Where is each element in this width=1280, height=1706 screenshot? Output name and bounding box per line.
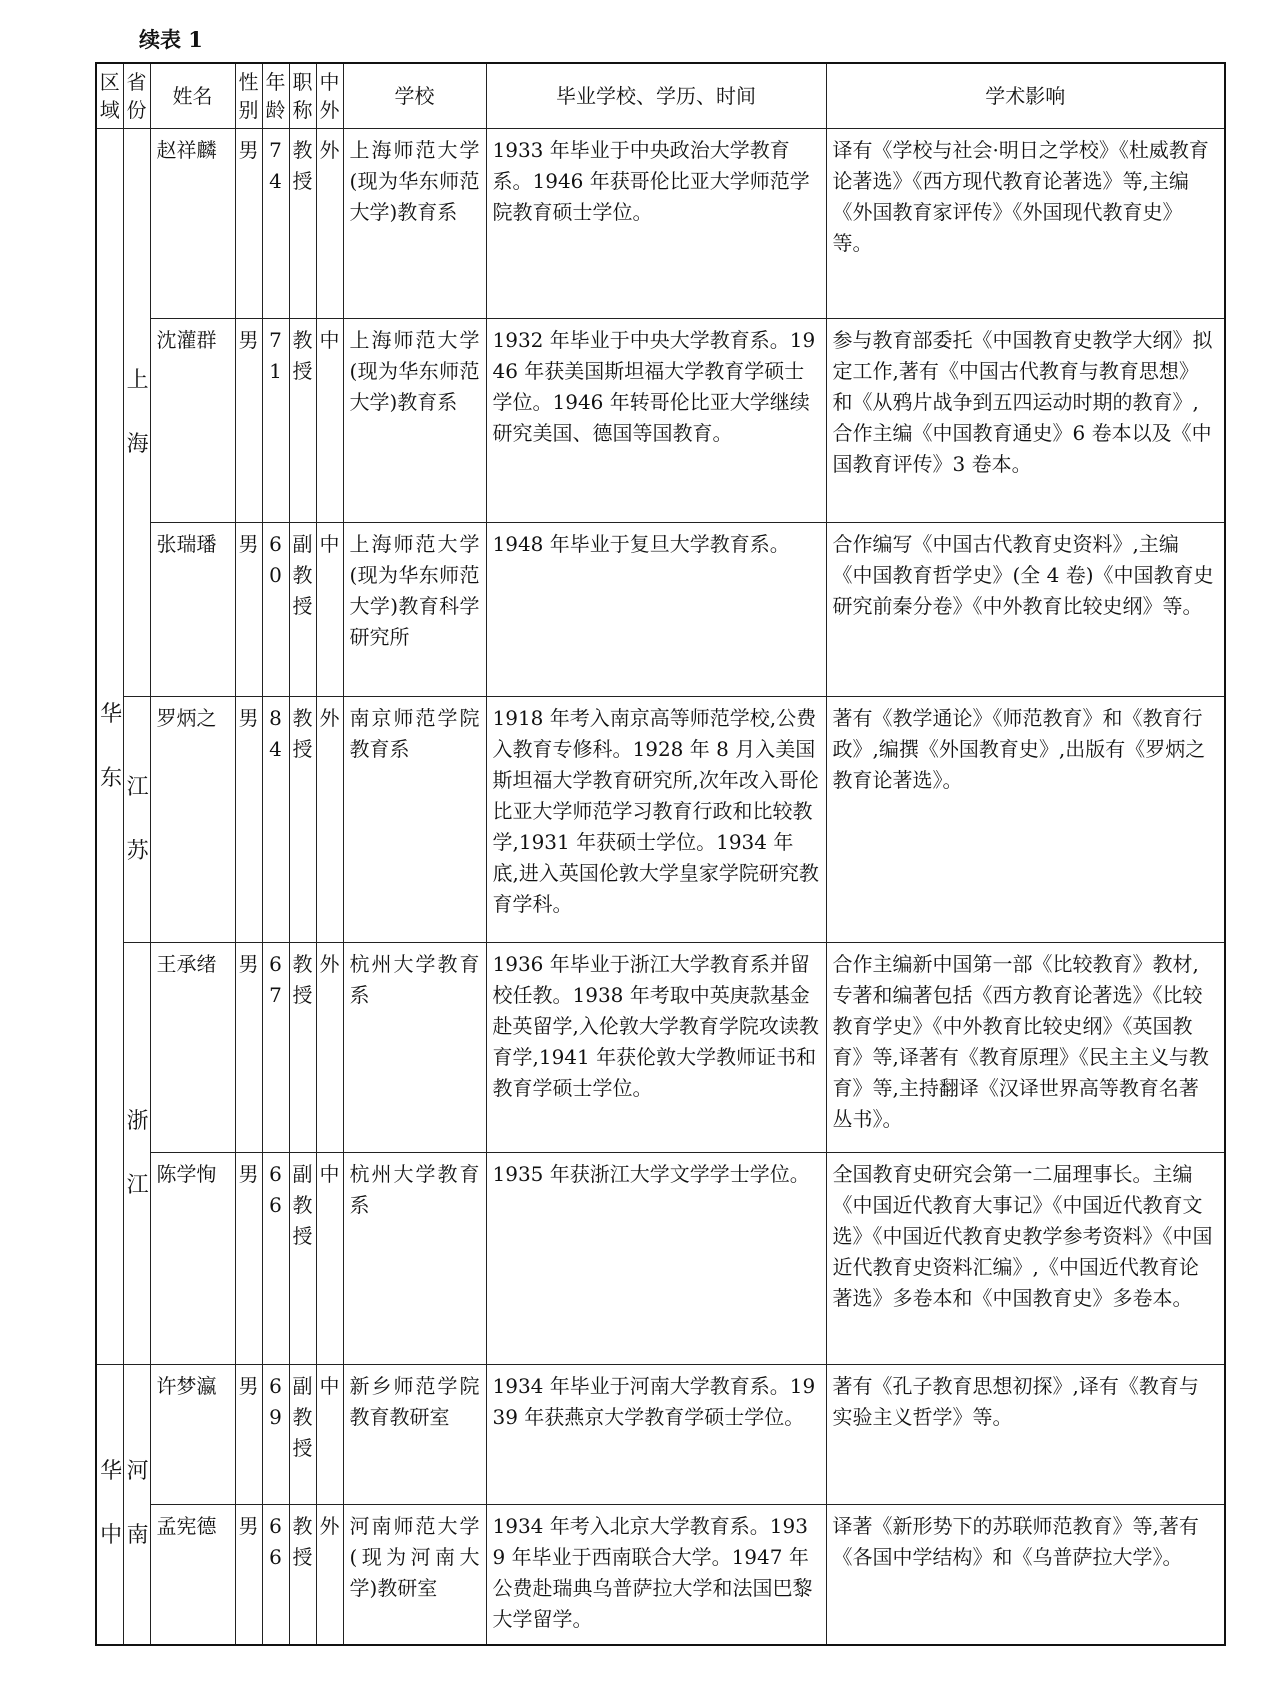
grad-cell: 1936 年毕业于浙江大学教育系并留校任教。1938 年考取中英庚款基金赴英留学,入伦敦大学教育学院攻读教育学,1941 年获伦敦大学教师证书和教育学硕士学位。 [486, 943, 826, 1153]
gender-cell: 男 [235, 1505, 262, 1645]
grad-cell: 1948 年毕业于复旦大学教育系。 [486, 523, 826, 697]
cn-foreign-cell: 外 [316, 1505, 343, 1645]
influence-cell: 合作主编新中国第一部《比较教育》教材,专著和编著包括《西方教育论著选》《比较教育学史》《中外教育比较史纲》《英国教育》等,译著有《教育原理》《民主主义与教育》等,主持翻译《汉译世界高等教育名著丛书》。 [826, 943, 1225, 1153]
header-row [96, 63, 1225, 129]
name-cell: 沈灌群 [150, 319, 235, 523]
age-cell: 60 [262, 523, 289, 697]
gender-cell: 男 [235, 697, 262, 943]
grad-cell: 1932 年毕业于中央大学教育系。1946 年获美国斯坦福大学教育学硕士学位。1946 年转哥伦比亚大学继续研究美国、德国等国教育。 [486, 319, 826, 523]
title-cell: 教授 [289, 319, 316, 523]
faculty-table [95, 62, 1226, 1646]
header-title: 职称 [289, 63, 316, 129]
gender-cell: 男 [235, 523, 262, 697]
cn-foreign-cell: 中 [316, 319, 343, 523]
header-cn-foreign: 中外 [316, 63, 343, 129]
grad-cell: 1933 年毕业于中央政治大学教育系。1946 年获哥伦比亚大学师范学院教育硕士学位。 [486, 129, 826, 319]
name-cell: 王承绪 [150, 943, 235, 1153]
province-cell-jiangsu: 江苏 [123, 697, 150, 943]
table-row [96, 129, 1225, 319]
province-cell-henan: 河南 [123, 1365, 150, 1645]
title-cell: 教授 [289, 129, 316, 319]
grad-cell: 1934 年毕业于河南大学教育系。1939 年获燕京大学教育学硕士学位。 [486, 1365, 826, 1505]
name-cell: 张瑞璠 [150, 523, 235, 697]
table-row [96, 1505, 1225, 1645]
header-name: 姓名 [150, 63, 235, 129]
cn-foreign-cell: 外 [316, 943, 343, 1153]
region-cell-huazhong: 华中 [96, 1365, 123, 1645]
name-cell: 罗炳之 [150, 697, 235, 943]
header-influence: 学术影响 [826, 63, 1225, 129]
school-cell: 上海师范大学(现为华东师范大学)教育科学研究所 [343, 523, 486, 697]
school-cell: 上海师范大学(现为华东师范大学)教育系 [343, 129, 486, 319]
header-province: 省份 [123, 63, 150, 129]
gender-cell: 男 [235, 943, 262, 1153]
school-cell: 新乡师范学院教育教研室 [343, 1365, 486, 1505]
age-cell: 69 [262, 1365, 289, 1505]
title-cell: 副教授 [289, 523, 316, 697]
header-gender: 性别 [235, 63, 262, 129]
name-cell: 许梦瀛 [150, 1365, 235, 1505]
name-cell: 陈学恂 [150, 1153, 235, 1365]
gender-cell: 男 [235, 1365, 262, 1505]
cn-foreign-cell: 中 [316, 523, 343, 697]
school-cell: 杭州大学教育系 [343, 1153, 486, 1365]
age-cell: 74 [262, 129, 289, 319]
title-cell: 教授 [289, 1505, 316, 1645]
title-cell: 教授 [289, 697, 316, 943]
gender-cell: 男 [235, 129, 262, 319]
influence-cell: 译著《新形势下的苏联师范教育》等,著有《各国中学结构》和《乌普萨拉大学》。 [826, 1505, 1225, 1645]
influence-cell: 全国教育史研究会第一二届理事长。主编《中国近代教育大事记》《中国近代教育文选》《中国近代教育史教学参考资料》《中国近代教育史资料汇编》,《中国近代教育论著选》多卷本和《中国教育史》多卷本。 [826, 1153, 1225, 1365]
title-cell: 副教授 [289, 1365, 316, 1505]
influence-cell: 著有《孔子教育思想初探》,译有《教育与实验主义哲学》等。 [826, 1365, 1225, 1505]
age-cell: 71 [262, 319, 289, 523]
region-cell-huadong: 华东 [96, 129, 123, 1365]
influence-cell: 译有《学校与社会·明日之学校》《杜威教育论著选》《西方现代教育论著选》等,主编《外国教育家评传》《外国现代教育史》等。 [826, 129, 1225, 319]
age-cell: 67 [262, 943, 289, 1153]
influence-cell: 著有《教学通论》《师范教育》和《教育行政》,编撰《外国教育史》,出版有《罗炳之教育论著选》。 [826, 697, 1225, 943]
school-cell: 上海师范大学(现为华东师范大学)教育系 [343, 319, 486, 523]
table-row [96, 697, 1225, 943]
school-cell: 杭州大学教育系 [343, 943, 486, 1153]
school-cell: 南京师范学院教育系 [343, 697, 486, 943]
name-cell: 赵祥麟 [150, 129, 235, 319]
grad-cell: 1934 年考入北京大学教育系。1939 年毕业于西南联合大学。1947 年公费赴瑞典乌普萨拉大学和法国巴黎大学留学。 [486, 1505, 826, 1645]
table-caption: 续表 1 [139, 27, 203, 52]
grad-cell: 1935 年获浙江大学文学学士学位。 [486, 1153, 826, 1365]
header-school: 学校 [343, 63, 486, 129]
table-row [96, 943, 1225, 1153]
cn-foreign-cell: 外 [316, 697, 343, 943]
school-cell: 河南师范大学(现为河南大学)教研室 [343, 1505, 486, 1645]
title-cell: 副教授 [289, 1153, 316, 1365]
age-cell: 66 [262, 1153, 289, 1365]
grad-cell: 1918 年考入南京高等师范学校,公费入教育专修科。1928 年 8 月入美国斯坦福大学教育研究所,次年改入哥伦比亚大学师范学习教育行政和比较教学,1931 年获硕士学位。1934 年底,进入英国伦敦大学皇家学院研究教育学科。 [486, 697, 826, 943]
table-row [96, 523, 1225, 697]
cn-foreign-cell: 中 [316, 1153, 343, 1365]
province-cell-zhejiang: 浙江 [123, 943, 150, 1365]
province-cell-shanghai: 上海 [123, 129, 150, 697]
title-cell: 教授 [289, 943, 316, 1153]
header-region: 区域 [96, 63, 123, 129]
age-cell: 66 [262, 1505, 289, 1645]
age-cell: 84 [262, 697, 289, 943]
gender-cell: 男 [235, 319, 262, 523]
influence-cell: 参与教育部委托《中国教育史教学大纲》拟定工作,著有《中国古代教育与教育思想》和《从鸦片战争到五四运动时期的教育》,合作主编《中国教育通史》6 卷本以及《中国教育评传》3 卷本。 [826, 319, 1225, 523]
cn-foreign-cell: 外 [316, 129, 343, 319]
table-row [96, 319, 1225, 523]
cn-foreign-cell: 中 [316, 1365, 343, 1505]
table-row [96, 1365, 1225, 1505]
table-row [96, 1153, 1225, 1365]
gender-cell: 男 [235, 1153, 262, 1365]
header-grad: 毕业学校、学历、时间 [486, 63, 826, 129]
influence-cell: 合作编写《中国古代教育史资料》,主编《中国教育哲学史》(全 4 卷)《中国教育史研究前秦分卷》《中外教育比较史纲》等。 [826, 523, 1225, 697]
header-age: 年龄 [262, 63, 289, 129]
name-cell: 孟宪德 [150, 1505, 235, 1645]
